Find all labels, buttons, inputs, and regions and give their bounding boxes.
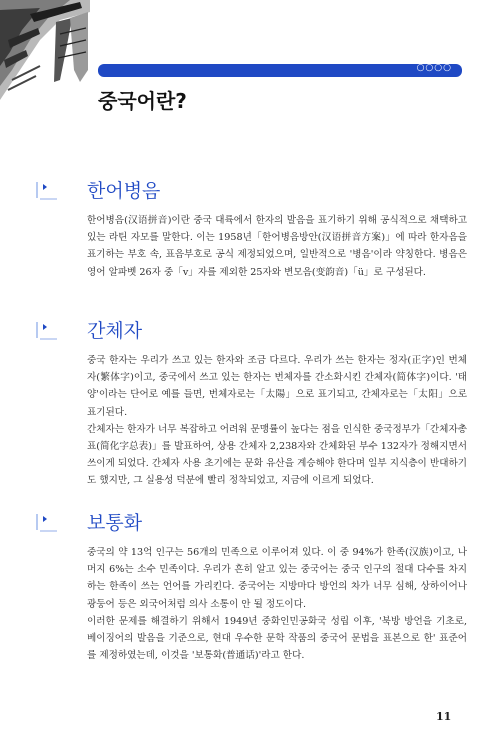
section-heading: 한어병음 [87, 180, 161, 202]
paragraph: 이러한 문제를 해결하기 위해서 1949년 중화인민공화국 성립 이후, '북방 방언을 기초로, 베이징어의 발음을 기준으로, 현대 우수한 문학 작품의 중국어 문법을 표본으로 한' 표준어를 제정하였는데, 이것을 '보통화(普通话)'라고 한다. [87, 615, 467, 662]
section-body [87, 352, 467, 490]
header-dots: ○○○○ [416, 63, 452, 73]
paragraph: 간체자는 한자가 너무 복잡하고 어려워 문맹률이 높다는 점을 인식한 중국정부가「간체자총표(简化字总表)」를 발표하여, 상용 간체자 2,238자와 간체화된 부수 132자가 정해지면서 쓰이게 되었다. 간체자 사용 초기에는 문화 유산을 계승해야 한다며 일부 지식층이 반대하기도 했지만, 그 실용성 덕분에 빨리 정착되었고, 지금에 이르게 되었다. [87, 423, 467, 487]
header-bar [98, 64, 462, 77]
section-body [87, 544, 467, 664]
section-bullet-icon [36, 320, 58, 340]
paragraph: 중국의 약 13억 인구는 56개의 민족으로 이루어져 있다. 이 중 94%가 한족(汉族)이고, 나머지 6%는 소수 민족이다. 우리가 흔히 알고 있는 중국어는 중국 인구의 절대 다수를 차지하는 한족이 쓰는 언어를 가리킨다. 중국어는 지방마다 방언의 차가 너무 심해, 상하이어나 광둥어 등은 외국어처럼 의사 소통이 안 될 정도이다. [87, 547, 467, 610]
page-title: 중국어란? [98, 89, 187, 113]
section-bullet-icon [36, 512, 58, 532]
section-heading: 보통화 [87, 512, 143, 534]
section-body [87, 212, 467, 281]
building-corner-photo [0, 0, 90, 100]
section-bullet-icon [36, 180, 58, 200]
paragraph: 중국 한자는 우리가 쓰고 있는 한자와 조금 다르다. 우리가 쓰는 한자는 정자(正字)인 번체자(繁体字)이고, 중국에서 쓰고 있는 한자는 번체자를 간소화시킨 간체자(简体字)이다. '태양'이라는 단어로 예를 들면, 번체자로는「太陽」으로 표기되고, 간체자로는「太阳」으로 표기된다. [87, 355, 467, 418]
section-heading: 간체자 [87, 320, 143, 342]
page-number: 11 [436, 710, 452, 723]
paragraph: 한어병음(汉语拼音)이란 중국 대륙에서 한자의 발음을 표기하기 위해 공식적으로 채택하고 있는 라틴 자모를 말한다. 이는 1958년「한어병음방안(汉语拼音方案)」에 따라 한자음을 표기하는 부호 속, 표음부호로 공식 제정되었으며, 일반적으로 '병음'이라 약칭한다. 병음은 영어 알파벳 26자 중「v」자를 제외한 25자와 변모음(变韵音)「ü」로 구성된다. [87, 215, 467, 278]
